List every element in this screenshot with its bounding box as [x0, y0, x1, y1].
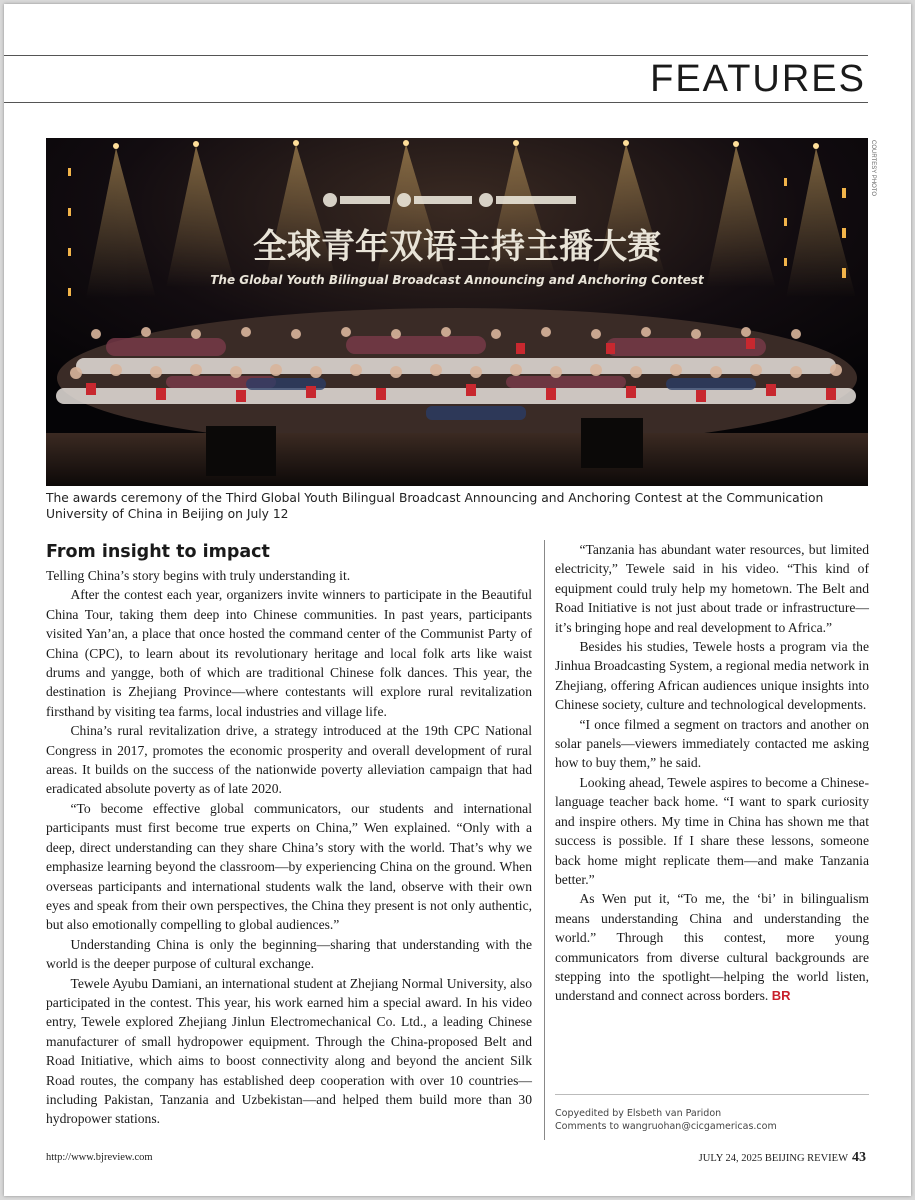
photo-caption: The awards ceremony of the Third Global Youth Bilingual Broadcast Announcing and Anchoring Contest at the Communication University of China in Beijing on July 12: [46, 491, 824, 521]
page-number: 43: [852, 1150, 866, 1165]
paragraph: After the contest each year, organizers invite winners to participate in the Beautiful China Tour, taking them deep into Chinese communities. In past years, participants visited Yan’an, a place that once hosted the command center of the Communist Party of China (CPC), to learn about its revolutionary heritage and local folk arts like waist drums and yangge, both of which are traditional Chinese folk dances. This year, the destination is Zhejiang Province—where contestants will explore rural revitalization firsthand by visiting tea farms, local industries and village life.: [46, 587, 532, 719]
magazine-page: [4, 4, 911, 1196]
paragraph: “Tanzania has abundant water resources, but limited electricity,” Tewele said in his video. “This kind of equipment could truly help my hometown. The Belt and Road Initiative is not just about trade or infrastructure—it’s bringing hope and real development to Africa.”: [555, 542, 869, 635]
section-rule: [4, 102, 868, 103]
copyeditor-line: Copyedited by Elsbeth van Paridon: [555, 1108, 722, 1119]
article-right-column: [555, 540, 869, 1006]
paragraph: Understanding China is only the beginning—sharing that understanding with the world is the deeper purpose of cultural exchange.: [46, 936, 532, 972]
copyedit-note: [555, 1094, 869, 1133]
paragraph: Tewele Ayubu Damiani, an international student at Zhejiang Normal University, also participated in the contest. This year, his work earned him a special award. In his video entry, Tewele explored Zhejiang Jinlun Electromechanical Co. Ltd., a leading Chinese manufacturer of small hydropower equipment. Through the China-proposed Belt and Road Initiative, which aims to boost connectivity along and beyond the ancient Silk Road routes, the company has established deep cooperation with over 10 countries—including Pakistan, Tanzania and Uzbekistan—and helped them build more than 30 hydropower stations.: [46, 975, 532, 1127]
paragraph: “I once filmed a segment on tractors and another on solar panels—viewers immediately contacted me asking how to buy them,” he said.: [555, 716, 869, 771]
paragraph: Besides his studies, Tewele hosts a program via the Jinhua Broadcasting System, a regional media network in Zhejiang, offering African audiences unique insights into Chinese society, culture and technological developments.: [555, 639, 869, 713]
crowd: [56, 308, 857, 448]
paragraph: Telling China’s story begins with truly understanding it.: [46, 568, 351, 583]
column-divider: [544, 540, 545, 1140]
issue-date: JULY 24, 2025 BEIJING REVIEW: [698, 1153, 848, 1164]
section-heading: From insight to impact: [46, 542, 270, 562]
comments-email-line[interactable]: Comments to wangruohan@cicgamericas.com: [555, 1121, 777, 1132]
paragraph: Looking ahead, Tewele aspires to become a Chinese-language teacher back home. “I want to spark curiosity and inspire others. My time in China has shown me that success is possible. If I share these lessons, someone back home might replicate them—and make Tanzania better.”: [555, 774, 869, 887]
section-title: FEATURES: [650, 58, 866, 100]
paragraph: China’s rural revitalization drive, a strategy introduced at the 19th CPC National Congress in 2017, promotes the economic prosperity and overall development of rural areas. It builds on the success of the nationwide poverty alleviation campaign that had eradicated absolute poverty as of late 2020.: [46, 723, 532, 797]
article-left-column: [46, 542, 532, 1129]
paragraph: [555, 889, 869, 1005]
banner-english: The Global Youth Bilingual Broadcast Announcing and Anchoring Contest: [210, 273, 704, 287]
paragraph-text: As Wen put it, “To me, the ‘bi’ in bilingualism means understanding China and understanding the world.” Through this contest, more young communicators from diverse cultural backgrounds are stepping into the spotlight—helping the world listen, understand and connect across borders.: [555, 891, 869, 1004]
footer-issue: [699, 1150, 866, 1166]
footer-url[interactable]: http://www.bjreview.com: [46, 1152, 153, 1163]
banner-chinese: 全球青年双语主持主播大赛: [253, 227, 661, 267]
paragraph: “To become effective global communicators, our students and international participants must first become true experts on China,” Wen explained. “Only with a deep, direct understanding can they share China’s story with the world. That’s why we emphasize learning beyond the classroom—by experiencing China on the ground. When overseas participants and international students walk the land, observe with their own eyes and speak from their own perspectives, the China they present is not only authentic, but also emotionally compelling to global audiences.”: [46, 800, 532, 933]
ceremony-photo: [46, 138, 868, 486]
top-rule: [4, 55, 868, 56]
photo-credit: COURTESY PHOTO: [870, 140, 876, 197]
end-mark: BR: [771, 988, 791, 1004]
